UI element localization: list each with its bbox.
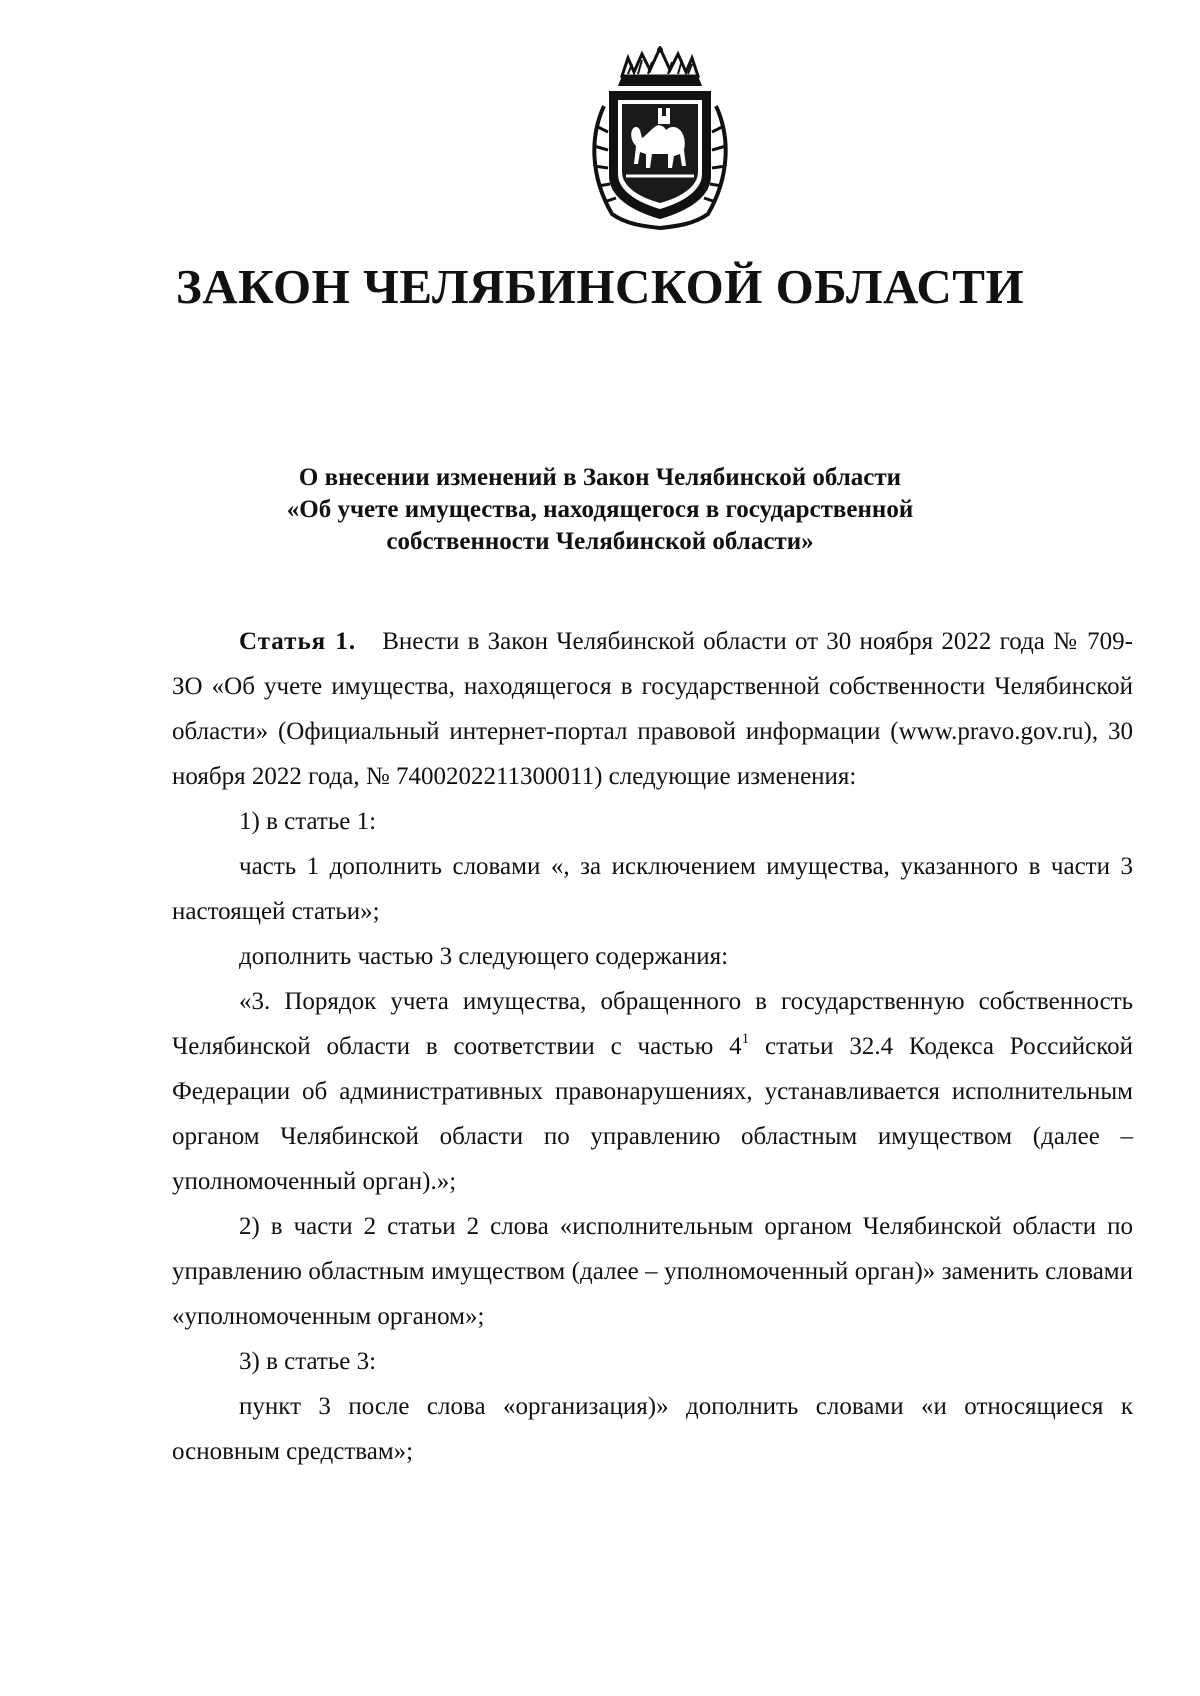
document-title: ЗАКОН ЧЕЛЯБИНСКОЙ ОБЛАСТИ [175, 259, 1025, 314]
document-body [172, 619, 1133, 1474]
article-1-paragraph [172, 619, 1133, 799]
part-3-superscript: 1 [741, 1030, 750, 1047]
chelyabinsk-coat-of-arms-icon [582, 46, 738, 230]
item-1-part-3-text [172, 979, 1133, 1204]
part-3-text-before: «3. Порядок учета имущества, обращенного в государственную собственность Челябинской области в соответствии с частью 4 [172, 988, 1133, 1060]
item-3-heading: 3) в статье 3: [239, 1348, 377, 1375]
article-text: Внести в Закон Челябинской области от 30 ноября 2022 года № 709-ЗО «Об учете имущества, находящегося в государственной собственности Челябинской области» (Официальный интернет-портал правовой информации (www.pravo.gov.ru), 30 ноября 2022 года, № 7400202211300011) следующие изменения: [172, 628, 1133, 790]
item-3-point-3: пункт 3 после слова «организация)» дополнить словами «и относящиеся к основным средствам»; [172, 1393, 1133, 1465]
item-2-paragraph: 2) в части 2 статьи 2 слова «исполнительным органом Челябинской области по управлению областным имуществом (далее – уполномоченный орган)» заменить словами «уполномоченным органом»; [172, 1213, 1133, 1330]
subtitle-line: собственности Челябинской области» [386, 528, 814, 555]
part-3-text-after: статьи 32.4 Кодекса Российской Федерации об административных правонарушениях, устанавливается исполнительным органом Челябинской области по управлению областным имуществом (далее – уполномоченный орган).»; [172, 1033, 1134, 1195]
subtitle-line: О внесении изменений в Закон Челябинской области [298, 464, 902, 491]
subtitle-line: «Об учете имущества, находящегося в государственной [286, 496, 914, 523]
item-1-part-3-intro: дополнить частью 3 следующего содержания: [239, 943, 729, 970]
item-1-part-1: часть 1 дополнить словами «, за исключением имущества, указанного в части 3 настоящей статьи»; [172, 853, 1133, 925]
article-label: Статья 1. [239, 628, 357, 655]
document-subtitle [150, 462, 1050, 558]
item-1-heading: 1) в статье 1: [239, 808, 377, 835]
